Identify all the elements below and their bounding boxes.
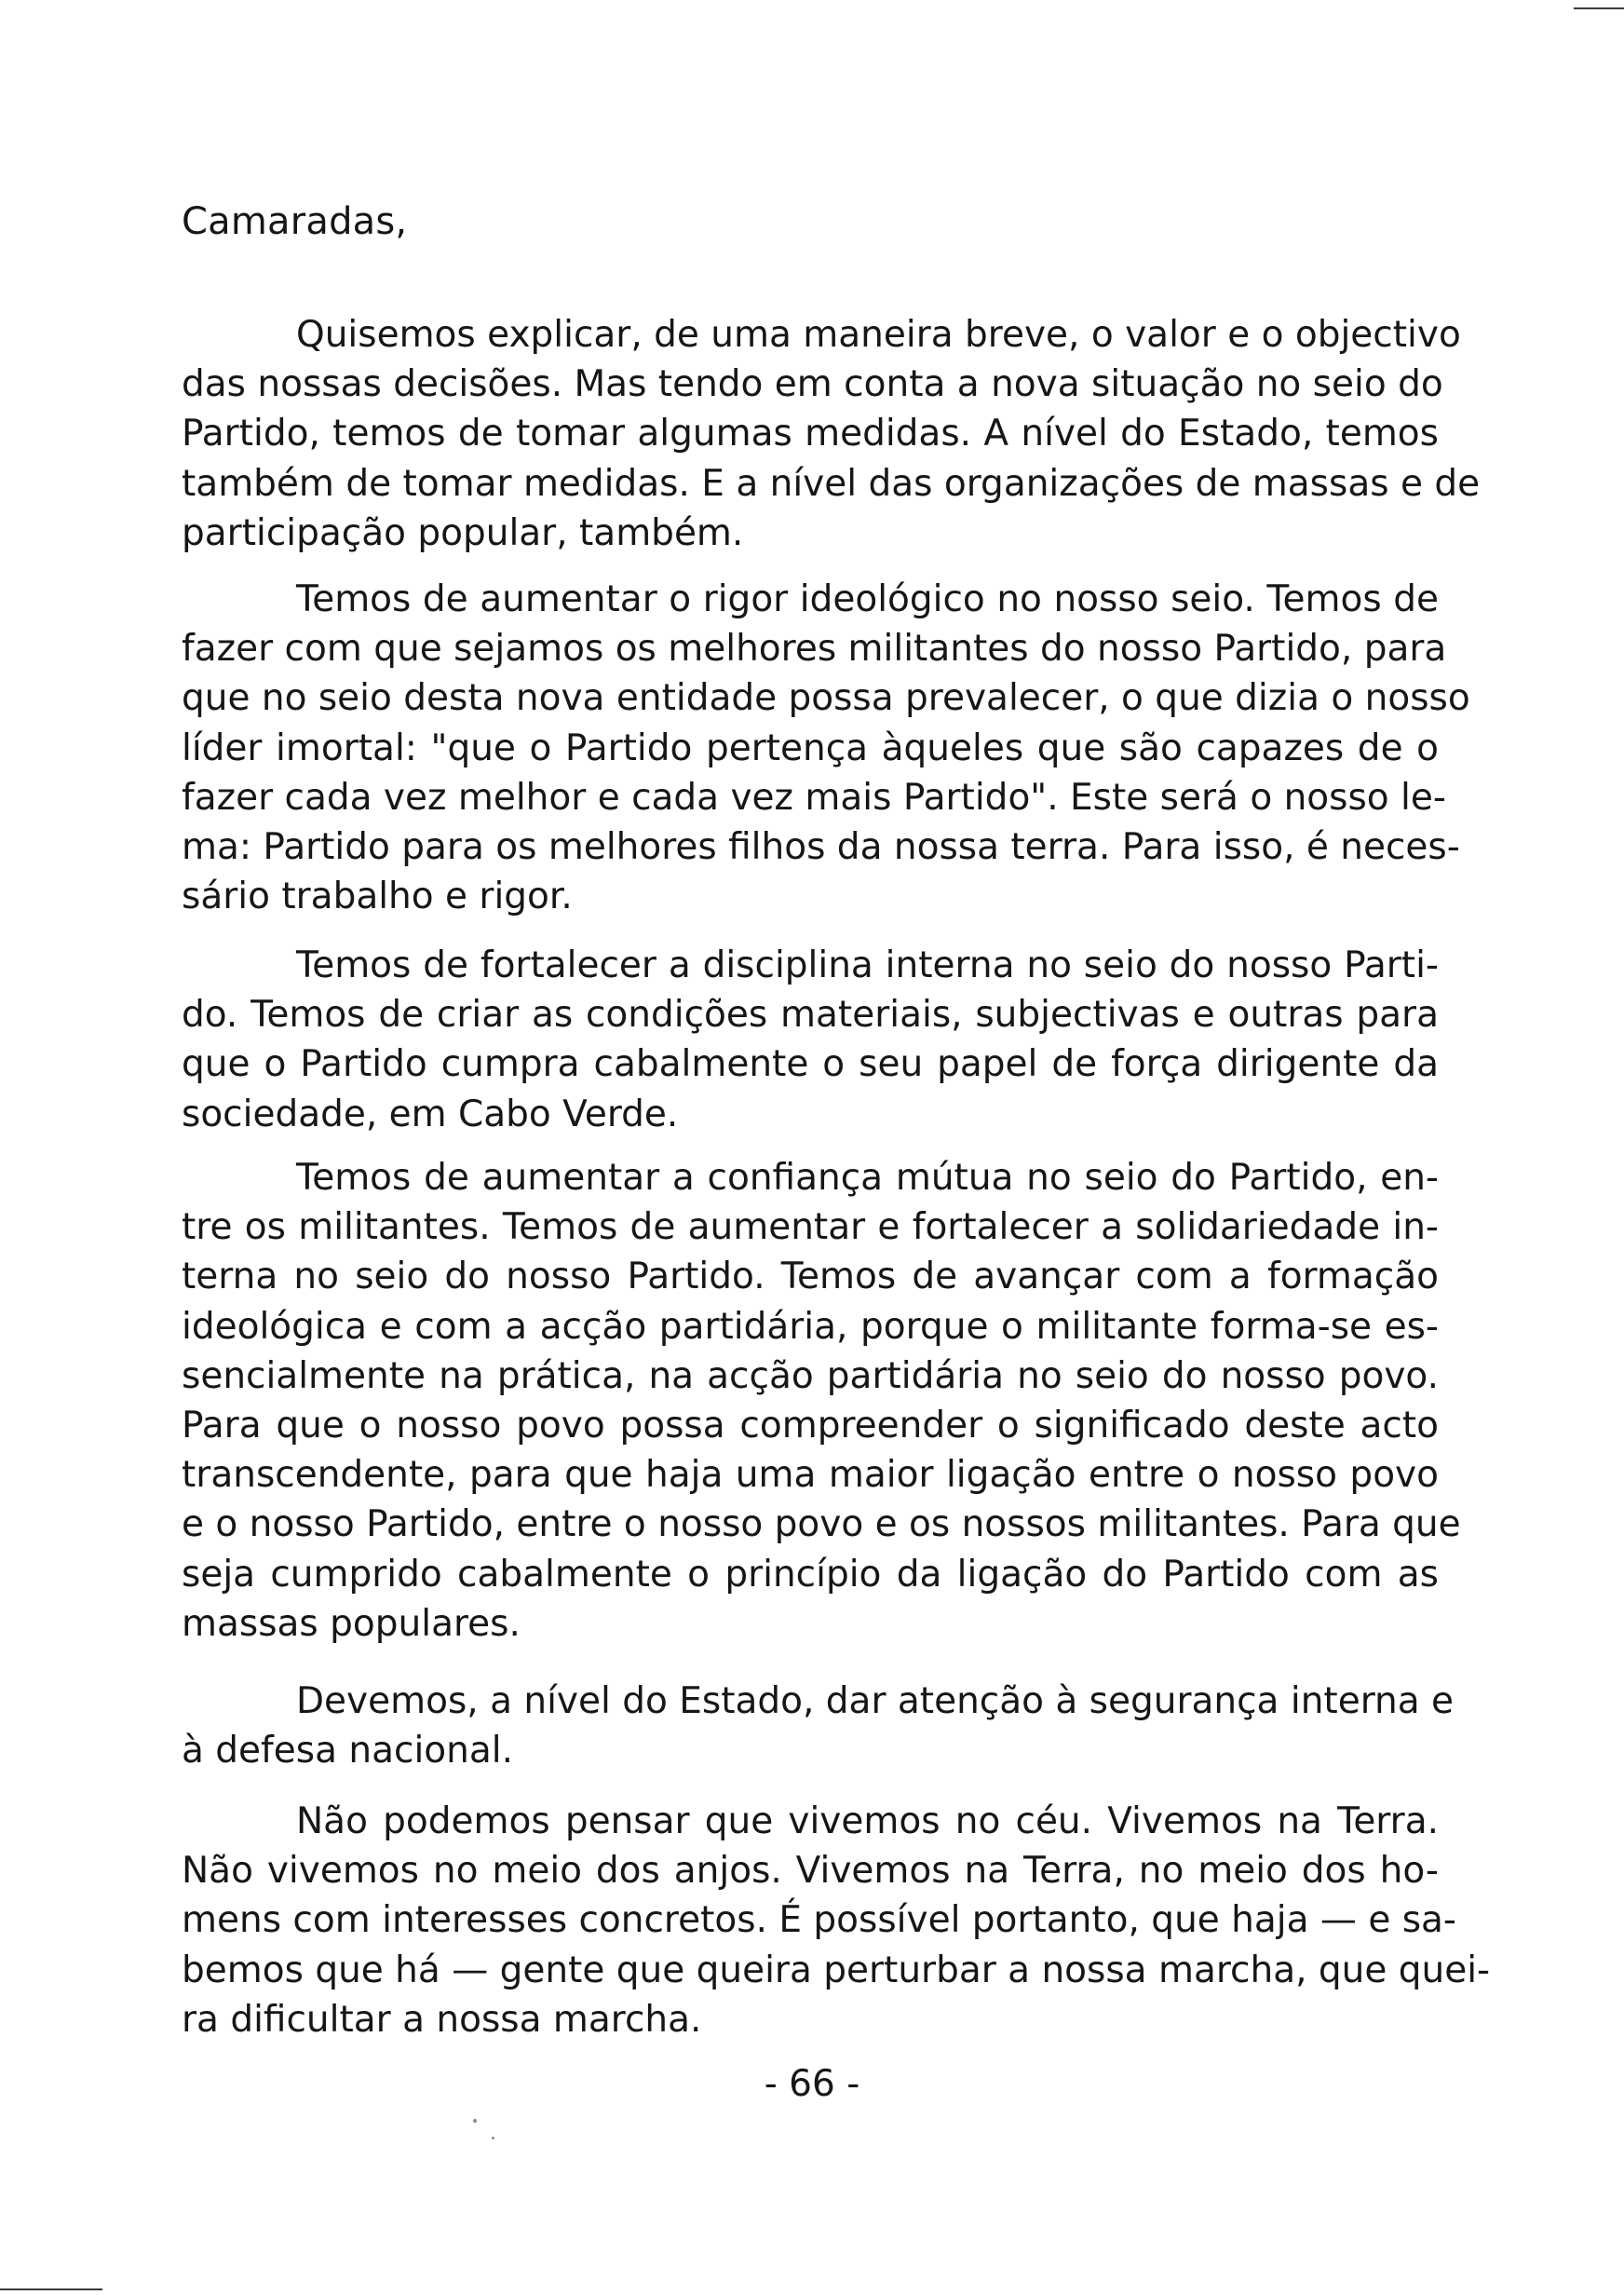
scan-speck [492,2137,494,2139]
paragraph-line: Partido, temos de tomar algumas medidas. A nível do Estado, temos [182,413,1439,455]
paragraph-4 [182,1153,1461,1649]
paragraph-line: à defesa nacional. [182,1730,513,1772]
paragraph-line: fazer com que sejamos os melhores militantes do nosso Partido, para [182,628,1447,671]
paragraph-line: ma: Partido para os melhores filhos da nossa terra. Para isso, é neces- [182,825,1460,868]
paragraph-2 [182,575,1470,921]
paragraph-line: bemos que há — gente que queira perturbar a nossa marcha, que quei- [182,1949,1491,1991]
paragraph-1 [182,310,1481,558]
scan-speck [473,2119,477,2123]
paragraph-line: líder imortal: "que o Partido pertença àqueles que são capazes de o [182,727,1439,769]
paragraph-3 [182,941,1439,1139]
paragraph-line: do. Temos de criar as condições materiais, subjectivas e outras para [182,994,1439,1037]
paragraph-line: transcendente, para que haja uma maior ligação entre o nosso povo [182,1454,1439,1497]
paragraph-line: ra dificultar a nossa marcha. [182,1998,702,2041]
scan-edge-top [1574,7,1624,9]
paragraph-5 [182,1677,1455,1775]
paragraph-line: Temos de aumentar a confiança mútua no seio do Partido, en- [296,1157,1439,1199]
paragraph-line: das nossas decisões. Mas tendo em conta a nova situação no seio do [182,363,1443,406]
paragraph-line: também de tomar medidas. E a nível das organizações de massas e de [182,462,1481,505]
page-number: - 66 - [764,2063,860,2105]
paragraph-line: ideológica e com a acção partidária, porque o militante forma-se es- [182,1305,1439,1348]
paragraph-line: Não vivemos no meio dos anjos. Vivemos na Terra, no meio dos ho- [182,1850,1439,1893]
paragraph-line: Temos de aumentar o rigor ideológico no nosso seio. Temos de [296,578,1439,620]
paragraph-line: que no seio desta nova entidade possa prevalecer, o que dizia o nosso [182,677,1470,720]
paragraph-line: Temos de fortalecer a disciplina interna no seio do nosso Parti- [296,944,1439,986]
paragraph-line: Para que o nosso povo possa compreender o significado deste acto [182,1404,1439,1446]
paragraph-line: participação popular, também. [182,511,744,554]
paragraph-line: seja cumprido cabalmente o princípio da ligação do Partido com as [182,1553,1439,1596]
paragraph-line: Devemos, a nível do Estado, dar atenção à segurança interna e [296,1680,1455,1722]
paragraph-line: Quisemos explicar, de uma maneira breve, o valor e o objectivo [296,314,1461,356]
paragraph-line: sencialmente na prática, na acção partidária no seio do nosso povo. [182,1354,1439,1397]
paragraph-line: sociedade, em Cabo Verde. [182,1093,679,1135]
scan-edge-bottom [0,2288,102,2290]
paragraph-line: que o Partido cumpra cabalmente o seu papel de força dirigente da [182,1043,1439,1086]
paragraph-line: massas populares. [182,1602,521,1645]
paragraph-6 [182,1797,1491,2044]
paragraph-line: terna no seio do nosso Partido. Temos de avançar com a formação [182,1256,1439,1298]
paragraph-line: mens com interesses concretos. É possível portanto, que haja — e sa- [182,1899,1456,1942]
salutation: Camaradas, [182,200,408,243]
paragraph-line: fazer cada vez melhor e cada vez mais Partido". Este será o nosso le- [182,776,1446,819]
paragraph-line: e o nosso Partido, entre o nosso povo e os nossos militantes. Para que [182,1503,1461,1546]
paragraph-line: sário trabalho e rigor. [182,876,573,918]
paragraph-line: Não podemos pensar que vivemos no céu. Vivemos na Terra. [296,1800,1439,1842]
paragraph-line: tre os militantes. Temos de aumentar e fortalecer a solidariedade in- [182,1206,1439,1249]
